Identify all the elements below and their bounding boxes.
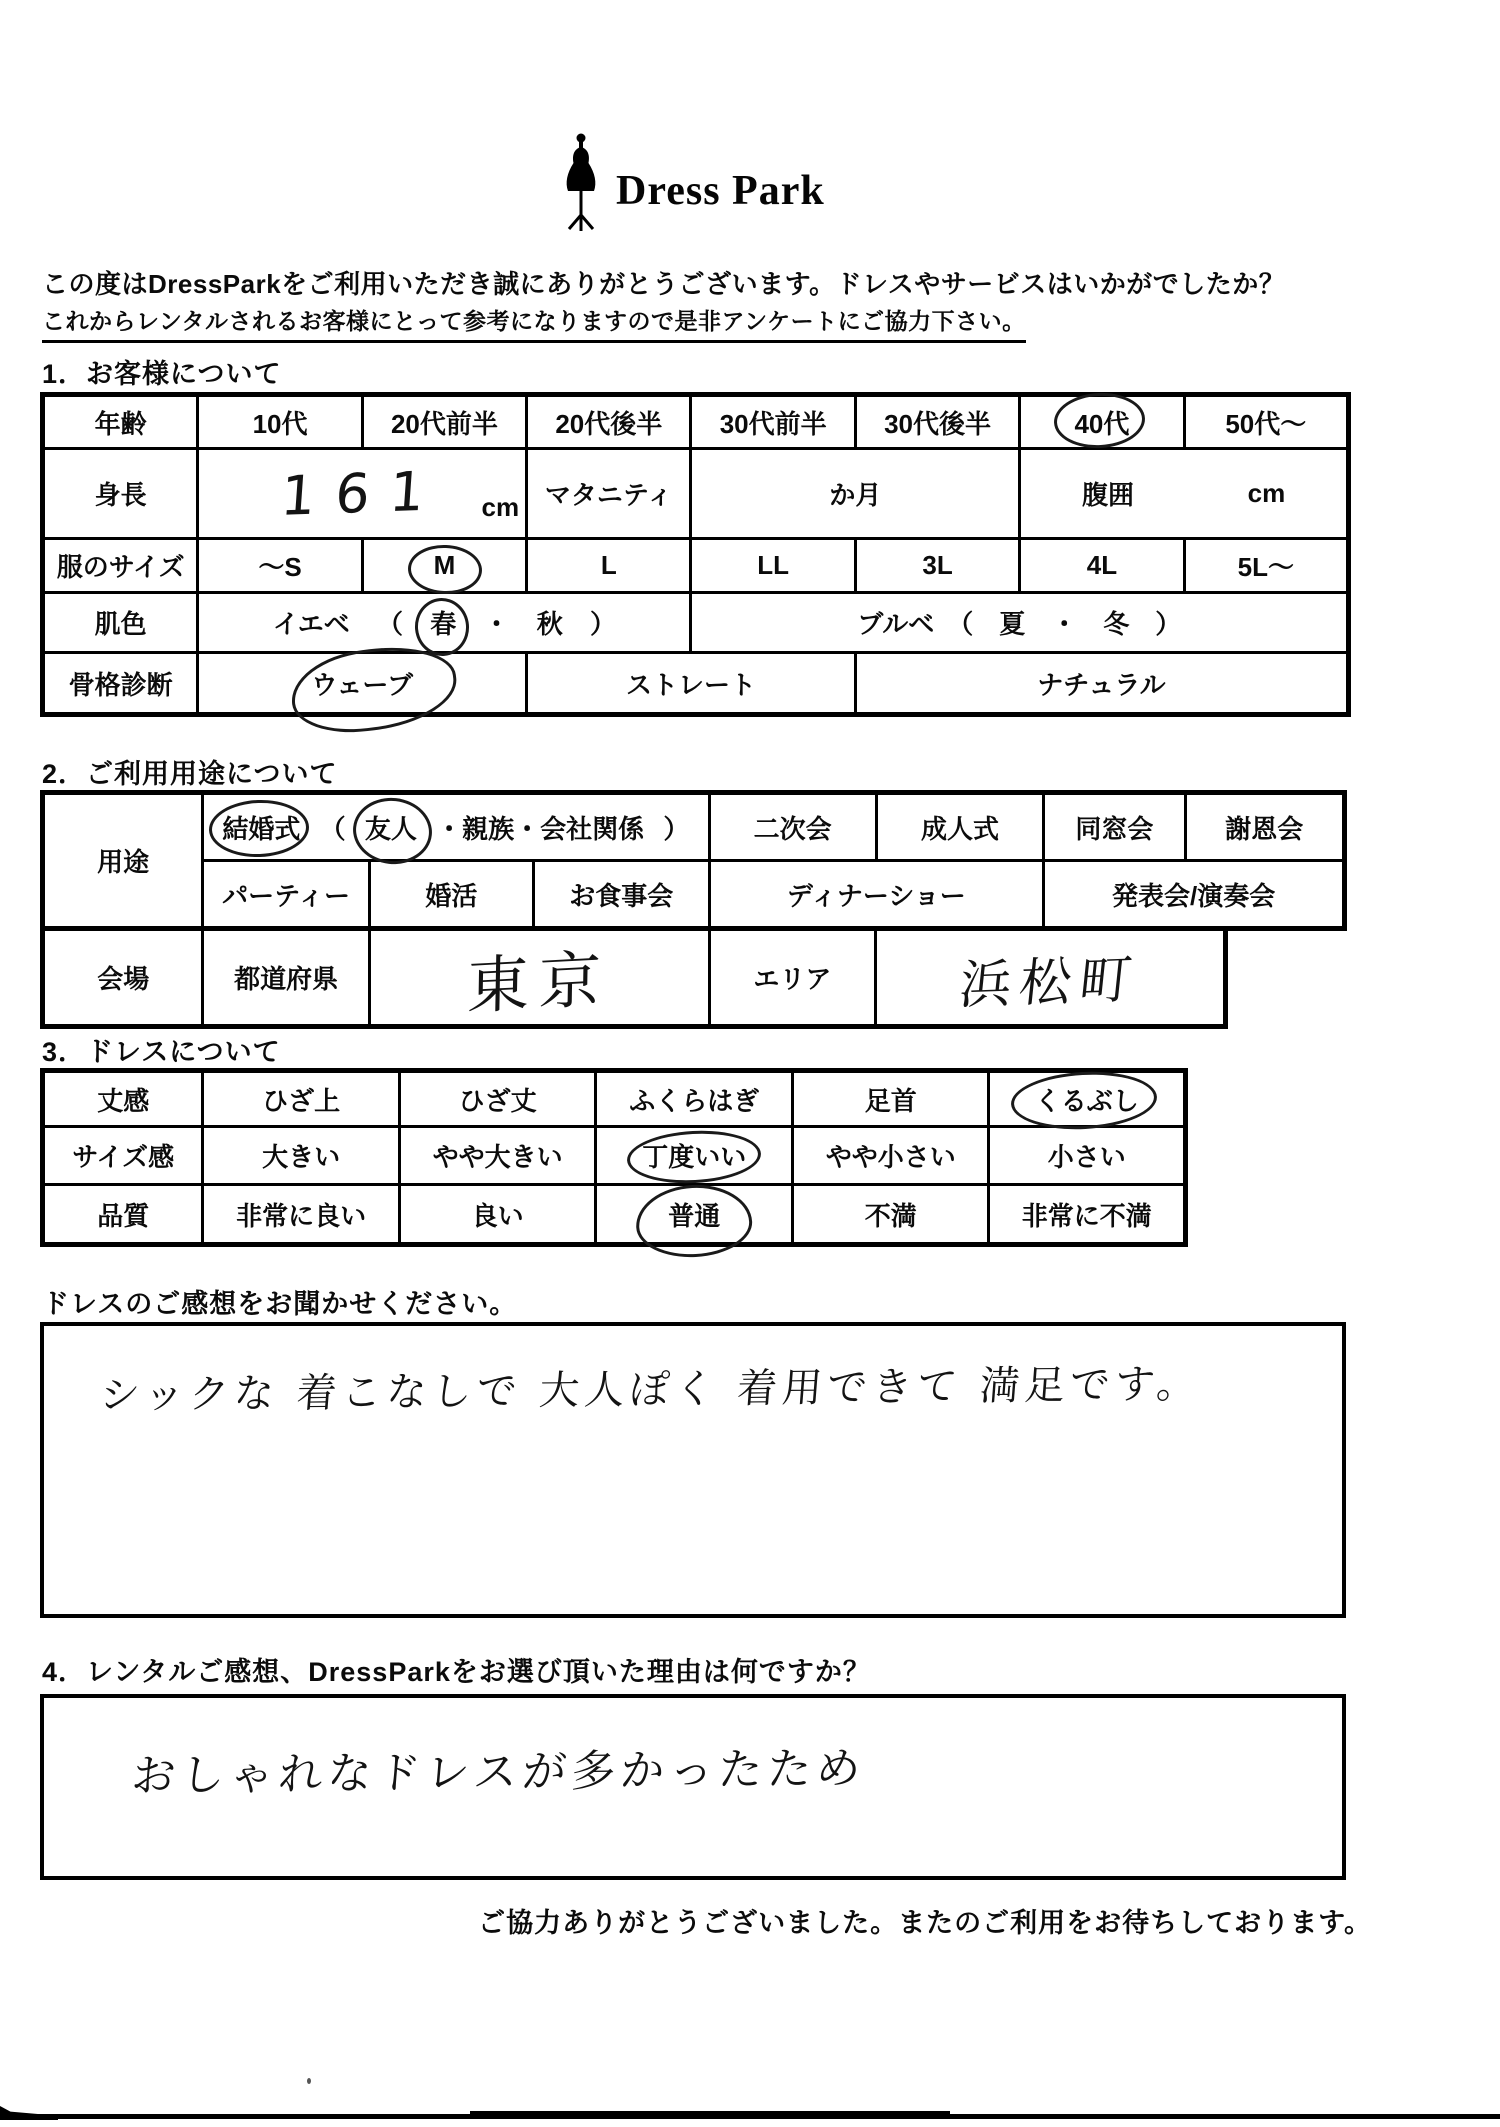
length-option-cell — [399, 1071, 596, 1127]
quality-option: 非常に不満 — [1021, 1200, 1152, 1231]
dress-comment-box — [40, 1322, 1346, 1618]
paren: （ — [377, 609, 404, 639]
purpose-option-cell — [1044, 861, 1345, 929]
prefecture-label-cell: 都道府県 — [203, 929, 369, 1027]
prefecture-value-handwritten: 東京 — [466, 942, 612, 1023]
circled-size-option: M — [433, 550, 456, 580]
fit-option-cell — [792, 1127, 989, 1185]
circled-fit-option: 丁度いい — [642, 1137, 746, 1174]
size-option-cell — [527, 539, 691, 593]
separator: ・ — [483, 609, 510, 639]
size-option-cell — [198, 539, 362, 593]
fit-option: やや大きい — [432, 1142, 563, 1172]
age-option-cell — [362, 395, 526, 449]
reason-comment-handwritten: おしゃれなドレスが多かったため — [129, 1743, 868, 1802]
frame-label-cell: 骨格診断 — [43, 653, 198, 715]
venue-row — [43, 929, 1226, 1027]
length-option-cell — [792, 1071, 989, 1127]
size-option-cell — [362, 539, 526, 593]
purpose-option: 同窓会 — [1075, 813, 1154, 844]
fit-option: 小さい — [1047, 1142, 1126, 1172]
length-option-cell — [596, 1071, 793, 1127]
length-option: 足首 — [864, 1085, 917, 1116]
purpose-option-cell — [876, 793, 1043, 861]
bone-structure-row — [43, 653, 1349, 715]
age-option: 20代前半 — [390, 408, 498, 439]
age-option-cell — [198, 395, 362, 449]
clothing-size-row — [43, 539, 1349, 593]
section1-title: 1．お客様について — [42, 359, 282, 389]
intro-request-text: これからレンタルされるお客様にとって参考になりますので是非アンケートにご協力下さい。 — [42, 303, 1026, 343]
purpose-option: 成人式 — [921, 813, 1000, 844]
purpose-option: パーティー — [222, 880, 350, 911]
maternity-months-cell: か月 — [691, 449, 1020, 539]
venue-table — [40, 926, 1228, 1029]
area-label-cell: エリア — [709, 929, 875, 1027]
fit-option-cell — [399, 1127, 596, 1185]
purpose-option-cell — [709, 793, 876, 861]
quality-option: 非常に良い — [236, 1200, 367, 1231]
purpose-option-cell — [1044, 793, 1185, 861]
age-option-cell — [527, 395, 691, 449]
circled-friend-option: 友人 — [365, 809, 417, 846]
paren: ） — [663, 813, 690, 844]
age-option-cell — [855, 395, 1019, 449]
circled-frame-option: ウェーブ — [311, 665, 413, 702]
purpose-option-cell — [203, 861, 369, 929]
length-option-cell — [203, 1071, 400, 1127]
usage-table — [40, 790, 1347, 931]
purpose-option-cell — [534, 861, 709, 929]
area-value-cell — [876, 929, 1226, 1027]
age-option: 50代～ — [1225, 408, 1307, 439]
size-option-cell — [855, 539, 1019, 593]
quality-label-cell: 品質 — [43, 1185, 203, 1245]
maternity-label-cell: マタニティ — [527, 449, 691, 539]
size-option: 3L — [922, 550, 953, 580]
size-option-cell — [1184, 539, 1348, 593]
purpose-option: 婚活 — [425, 880, 478, 911]
age-option-cell — [1020, 395, 1184, 449]
section3-title: 3．ドレスについて — [42, 1037, 281, 1067]
fit-option: やや小さい — [825, 1142, 956, 1172]
section4-title: 4．レンタルご感想、DressParkをお選び頂いた理由は何ですか？ — [42, 1657, 871, 1687]
age-label-cell: 年齢 — [43, 395, 198, 449]
height-unit-label: cm — [481, 492, 520, 522]
size-option: LL — [757, 550, 790, 580]
autumn-option: 秋 — [536, 609, 563, 639]
circled-spring-option: 春 — [430, 604, 456, 641]
quality-option-cell — [596, 1185, 793, 1245]
intro-thanks-text: この度はDressParkをご利用いただき誠にありがとうございます。ドレスやサービスはいかがでしたか？ — [42, 269, 1286, 299]
size-option: L — [600, 550, 617, 580]
fit-label-cell: サイズ感 — [43, 1127, 203, 1185]
purpose-option-cell — [709, 861, 1044, 929]
fit-option-cell — [989, 1127, 1186, 1185]
circled-length-option: くるぶし — [1035, 1081, 1139, 1118]
venue-label-cell: 会場 — [43, 929, 203, 1027]
height-row — [43, 449, 1349, 539]
age-row — [43, 395, 1349, 449]
skin-yellow-label: イエベ — [272, 609, 350, 639]
frame-option-cell — [855, 653, 1348, 715]
skin-label-cell: 肌色 — [43, 593, 198, 653]
circled-age-option: 40代 — [1074, 404, 1129, 441]
age-option-cell — [691, 395, 855, 449]
brand-logo — [558, 133, 825, 240]
age-option-cell — [1184, 395, 1348, 449]
frame-option: ナチュラル — [1037, 669, 1166, 700]
quality-option-cell — [399, 1185, 596, 1245]
age-option: 30代後半 — [884, 408, 991, 439]
height-label-cell: 身長 — [43, 449, 198, 539]
purpose-label-cell: 用途 — [43, 793, 203, 929]
quality-option: 良い — [471, 1200, 524, 1231]
age-option: 10代 — [252, 408, 308, 439]
wedding-cell — [203, 793, 709, 861]
purpose-row-1 — [43, 793, 1345, 861]
size-option: ～S — [258, 552, 302, 582]
dress-rating-table — [40, 1068, 1188, 1247]
scan-artifact-dot — [307, 2078, 311, 2084]
quality-option-cell — [792, 1185, 989, 1245]
height-value-handwritten: 161 — [278, 459, 446, 528]
size-option: 5L～ — [1237, 552, 1294, 582]
purpose-option-cell — [1185, 793, 1344, 861]
waist-unit-label: cm — [1247, 478, 1286, 508]
purpose-option-cell — [369, 861, 533, 929]
dress-comment-handwritten: シックな 着こなしで 大人ぽく 着用できて 満足です。 — [97, 1361, 1204, 1419]
length-option-cell — [989, 1071, 1186, 1127]
waist-cell — [1020, 449, 1349, 539]
purpose-option: ディナーショー — [786, 880, 966, 911]
skin-tone-row — [43, 593, 1349, 653]
scan-artifact-corner — [0, 2106, 58, 2120]
age-option: 20代後半 — [555, 408, 663, 439]
fit-option-cell — [596, 1127, 793, 1185]
paren: （ — [319, 813, 346, 844]
quality-option: 不満 — [864, 1200, 917, 1231]
scan-artifact-bottom-line — [470, 2111, 950, 2117]
size-option-cell — [691, 539, 855, 593]
size-label-cell: 服のサイズ — [43, 539, 198, 593]
frame-option-cell — [198, 653, 527, 715]
fit-option-cell — [203, 1127, 400, 1185]
fit-row — [43, 1127, 1186, 1185]
length-label-cell: 丈感 — [43, 1071, 203, 1127]
quality-row — [43, 1185, 1186, 1245]
circled-wedding-option: 結婚式 — [222, 809, 300, 846]
customer-info-table — [40, 392, 1351, 717]
purpose-option: 謝恩会 — [1225, 813, 1304, 844]
quality-option-cell — [989, 1185, 1186, 1245]
reason-comment-box — [40, 1694, 1346, 1880]
purpose-option: 二次会 — [753, 813, 832, 844]
length-option: ひざ丈 — [458, 1085, 537, 1116]
circled-quality-option: 普通 — [668, 1196, 720, 1233]
frame-option: ストレート — [625, 669, 756, 700]
purpose-row-2 — [43, 861, 1345, 929]
length-option: ひざ上 — [262, 1085, 341, 1116]
height-value-cell — [198, 449, 527, 539]
size-option: 4L — [1086, 550, 1118, 580]
quality-option-cell — [203, 1185, 400, 1245]
purpose-option: お食事会 — [569, 880, 674, 911]
closing-text: ご協力ありがとうございました。またのご利用をお待ちしております。 — [478, 1908, 1372, 1938]
frame-option-cell — [527, 653, 856, 715]
purpose-option: 発表会/演奏会 — [1112, 880, 1276, 911]
paren: ） — [590, 609, 617, 639]
age-option: 30代前半 — [719, 408, 827, 439]
brand-name: Dress Park — [616, 168, 825, 214]
fit-option: 大きい — [262, 1142, 341, 1172]
dress-comment-label: ドレスのご感想をお聞かせください。 — [42, 1289, 518, 1319]
prefecture-value-cell — [369, 929, 709, 1027]
skin-yellow-cell — [198, 593, 691, 653]
waist-label: 腹囲 — [1082, 480, 1135, 510]
length-option: ふくらはぎ — [629, 1085, 760, 1116]
area-value-handwritten: 浜松町 — [956, 949, 1143, 1017]
wedding-others: ・親族・会社関係 — [436, 813, 645, 844]
length-row — [43, 1071, 1186, 1127]
section2-title: 2．ご利用用途について — [42, 759, 338, 789]
size-option-cell — [1020, 539, 1184, 593]
dress-form-icon — [558, 133, 604, 240]
skin-blue-cell: ブルベ （ 夏 ・ 冬 ） — [691, 593, 1349, 653]
